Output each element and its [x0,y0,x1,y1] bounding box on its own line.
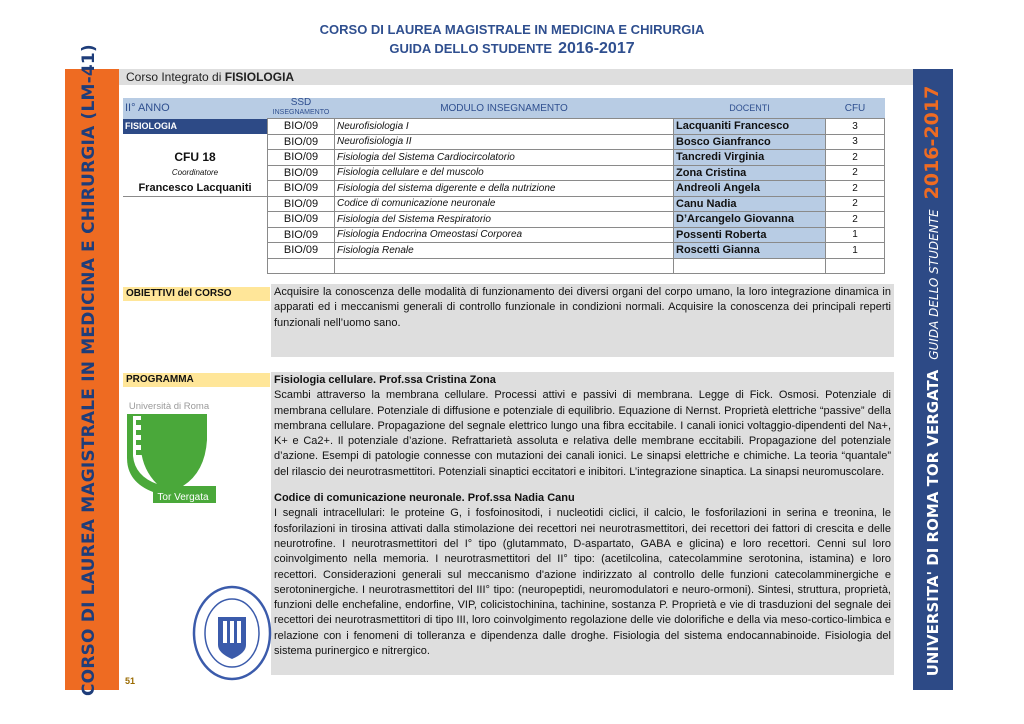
spacer [274,480,891,491]
ssd-cell: BIO/09 [268,243,335,259]
table-row [123,181,885,197]
empty-cell [123,212,268,228]
logo-mark [136,440,143,445]
col-ssd-header [268,98,335,119]
ssd-cell: BIO/09 [268,196,335,212]
left-vertical-title: CORSO DI LAUREA MAGISTRALE IN MEDICINA E CHIRURGIA (LM-41) [79,44,99,696]
course-modules-table [123,98,885,274]
docente-cell: Bosco Gianfranco [674,134,826,150]
cfu-cell: 3 [826,119,885,135]
university-logo-graphic [123,400,216,503]
table-row [123,119,885,135]
academic-year: 2016-2017 [558,40,635,57]
modulo-cell: Fisiologia Endocrina Omeostasi Corporea [335,227,674,243]
empty-cell [335,258,674,274]
course-title-name: FISIOLOGIA [224,70,295,84]
program-section-text: I segnali intracellulari: le proteine G, i fosfoinositodi, i nucleotidi ciclici, il calcio, le fosforilazioni in serina e treonina, le fosforilazioni in tirosina attivati dalla stimolazione dei recettori nei neurotrasmettitori, dei recettori dei fattori di crescita e delle neurotrofine. I neurotrasmettitori del I° tipo (glutammato, D-aspartato, GABA e glicina) e loro recettori. Cenni sul loro coinvolgimento nella memoria. I neurotrasmettitori del II° tipo: (acetilcolina, catecolammine serotonina, istamina) e loro recettori. Considerazioni generali sul meccanismo d'azione indirizzato al controllo delle funzioni catecolamminergiche e serotoninergiche. I neurotrasmettitori del III° tipo: (neuropeptidi, neuromodulatori e neuro-ormoni). Sintesi, struttura, proprietà, funzioni delle enchefaline, endorfine, VIP, colicistochinina, tachinine, sostanza P. Proprietà e vie di trasduzioni del segnale dei recettori dei neurotrasmettitori di tipo III, loro coinvolgimento regolazione delle vie dolorifiche e della via meso-cortico-limbica e relazione con i fenomeni di tolleranza e dipendenza dalle droghe. Fisiologia del sistema endocannabinoide. Fisiologia del sistema purinergico e nitrergico. [274,507,891,658]
obiettivi-text: Acquisire la conoscenza delle modalità di funzionamento dei diversi organi del corpo umano, la loro integrazione dinamica in apparati ed i meccanismi generali di controllo funzionale in condizioni normali. Acquisire la conoscenza dei principali reperti funzionali nell’uomo sano. [274,286,891,329]
empty-cell [826,258,885,274]
table-row [123,212,885,228]
logo-mark [136,430,143,435]
table-row [123,243,885,259]
col-cfu-header: CFU [826,98,885,119]
modulo-cell: Fisiologia del Sistema Respiratorio [335,212,674,228]
modulo-cell: Neurofisiologia I [335,119,674,135]
cfu-cell: 1 [826,227,885,243]
guide-label: GUIDA DELLO STUDENTE [389,41,553,56]
col-docenti-header: DOCENTI [674,98,826,119]
col-ssd-label: SSD [290,97,312,108]
table-row [123,134,885,150]
document-header-subtitle [0,40,1024,58]
docente-cell: Roscetti Gianna [674,243,826,259]
ssd-cell: BIO/09 [268,150,335,166]
ssd-cell: BIO/09 [268,181,335,197]
modulo-cell: Fisiologia Renale [335,243,674,259]
seal-stripe [237,621,241,643]
empty-cell [123,227,268,243]
university-name: UNIVERSITA' DI ROMA TOR VERGATA [924,369,942,677]
modulo-cell: Codice di comunicazione neuronale [335,196,674,212]
col-ssd-sub-label: INSEGNAMENTO [272,109,330,116]
ssd-cell: BIO/09 [268,119,335,135]
year-label: II° ANNO [123,98,268,119]
cfu-total: CFU 18 [174,150,216,165]
coordinator-label: Coordinatore [171,168,219,178]
cfu-cell: 2 [826,196,885,212]
logo-mark [136,450,143,455]
course-name-cell: FISIOLOGIA [123,119,268,135]
table-row [123,196,885,212]
logo-mark [136,420,143,425]
docente-cell: Andreoli Angela [674,181,826,197]
ssd-cell: BIO/09 [268,165,335,181]
empty-cell [123,134,268,150]
university-seal-graphic [190,583,274,683]
ssd-cell: BIO/09 [268,227,335,243]
course-title-prefix: Corso Integrato di [126,70,222,84]
table-row [123,150,885,166]
cfu-cell: 2 [826,181,885,197]
logo-top-text: Università di Roma [128,401,210,412]
col-modulo-header: MODULO INSEGNAMENTO [335,98,674,119]
obiettivi-label: OBIETTIVI del CORSO [123,287,270,301]
program-section-text: Scambi attraverso la membrana cellulare. Processi attivi e passivi di membrana. Legge di Fick. Osmosi. Potenziale di membrana cellulare. Potenziale di diffusione e potenziale di equilibrio. Equazione di Nernst. Proprietà elettriche “passive” della membrana cellulare. Propagazione del segnale elettrico lungo una fibra eccitabile. I canali ionici voltaggio-dipendenti del Na+, K+ e Ca2+. Il potenziale d’azione. Refrattarietà assoluta e relativa delle membrane eccitabili. Propagazione del potenziale d’azione. Esempi di patologie connesse con mutazioni dei canali ionici. Le sinapsi elettriche e chimiche. La teoria “quantale” del rilascio dei neurotrasmettitori. Potenziali sinaptici eccitatori e inibitori. L’integrazione sinaptica. La sinapsi neuromuscolare. [274,389,891,478]
table-row [123,227,885,243]
table-header-row [123,98,885,119]
coordinator-name: Francesco Lacquaniti [123,181,268,197]
ssd-cell: BIO/09 [268,212,335,228]
cfu-cell: 1 [826,243,885,259]
table-row-empty [123,258,885,274]
ssd-cell: BIO/09 [268,134,335,150]
empty-cell [674,258,826,274]
modulo-cell: Neurofisiologia II [335,134,674,150]
program-section-heading: Fisiologia cellulare. Prof.ssa Cristina Zona [274,374,496,386]
cfu-cell: 2 [826,165,885,181]
docente-cell: Possenti Roberta [674,227,826,243]
program-section-heading: Codice di comunicazione neuronale. Prof.ssa Nadia Canu [274,492,575,505]
right-vertical-title [921,71,947,691]
university-logo [123,400,216,503]
docente-cell: Canu Nadia [674,196,826,212]
modulo-cell: Fisiologia cellulare e del muscolo [335,165,674,181]
document-header-title: CORSO DI LAUREA MAGISTRALE IN MEDICINA E CHIRURGIA [319,22,705,37]
university-seal [190,583,274,683]
cfu-cell: 3 [826,134,885,150]
docente-cell: D’Arcangelo Giovanna [674,212,826,228]
cfu-cell: 2 [826,150,885,166]
modulo-cell: Fisiologia del sistema digerente e della nutrizione [335,181,674,197]
programma-text-box [271,372,894,675]
empty-cell [123,196,268,212]
seal-stripe [230,621,234,643]
docente-cell: Lacquaniti Francesco [674,119,826,135]
guide-label-vertical: GUIDA DELLO STUDENTE [927,209,941,360]
table-row [123,165,885,181]
modulo-cell: Fisiologia del Sistema Cardiocircolatorio [335,150,674,166]
cfu-cell: 2 [826,212,885,228]
docente-cell: Zona Cristina [674,165,826,181]
programma-label: PROGRAMMA [123,373,270,387]
empty-cell [123,243,268,259]
course-title-bar [119,69,913,85]
seal-stripe [223,621,227,643]
year-vertical: 2016-2017 [921,85,943,200]
docente-cell: Tancredi Virginia [674,150,826,166]
logo-bottom-text: Tor Vergata [157,492,209,503]
empty-cell [268,258,335,274]
obiettivi-text-box [271,284,894,357]
page-number: 51 [125,676,136,686]
empty-cell [123,258,268,274]
